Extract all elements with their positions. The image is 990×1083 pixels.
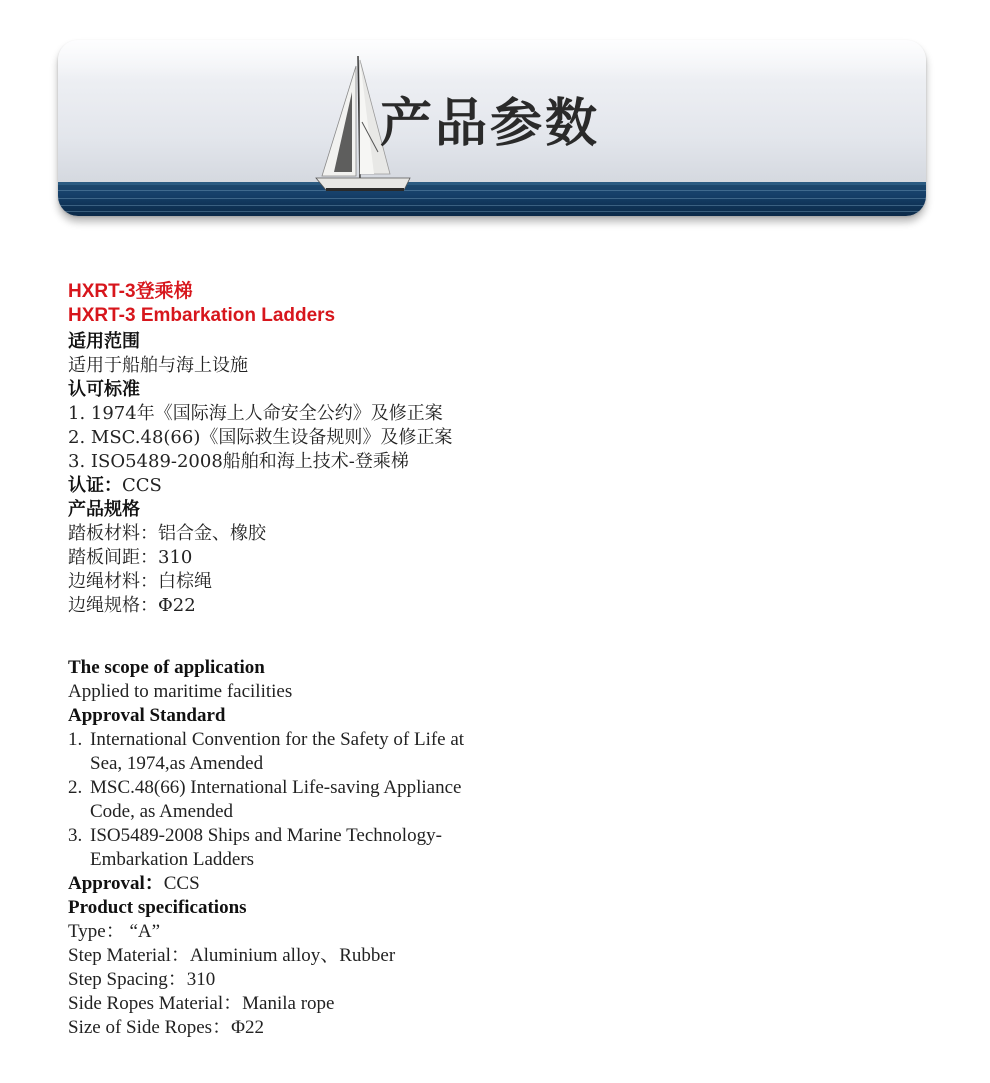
approval-value-cn: CCS — [122, 475, 162, 496]
standard-item-en — [68, 824, 538, 872]
standard-item-cn: 1. 1974年《国际海上人命安全公约》及修正案 — [68, 403, 443, 424]
approval-label-cn: 认证： — [68, 475, 122, 496]
standard-text: ISO5489-2008 Ships and Marine Technology- Embarkation Ladders — [90, 825, 442, 870]
standard-item-cn: 3. ISO5489-2008船舶和海上技术-登乘梯 — [68, 451, 409, 472]
spec-item-en: Side Ropes Material：Manila rope — [68, 993, 335, 1014]
approval-label-en: Approval： — [68, 873, 164, 894]
banner-title: 产品参数 — [380, 94, 601, 154]
approval-value-en: CCS — [163, 873, 200, 894]
spec-item-en: Type： “A” — [68, 921, 161, 942]
standard-number: 3. — [68, 825, 83, 846]
standard-heading-cn: 认可标准 — [68, 379, 140, 400]
sea-image — [58, 182, 926, 216]
standard-number: 2. — [68, 777, 83, 798]
scope-text-cn: 适用于船舶与海上设施 — [68, 355, 248, 376]
spec-heading-en: Product specifications — [68, 897, 247, 918]
spec-item-en: Step Spacing：310 — [68, 969, 216, 990]
spec-heading-cn: 产品规格 — [68, 499, 140, 520]
banner-gloss — [58, 40, 926, 80]
standard-heading-en: Approval Standard — [68, 705, 226, 726]
english-section — [68, 656, 538, 1040]
product-title-cn: HXRT-3登乘梯 — [68, 281, 193, 302]
approval-line-cn — [68, 474, 588, 498]
approval-line-en — [68, 872, 538, 896]
scope-heading-en: The scope of application — [68, 657, 265, 678]
spec-item-cn: 踏板间距：310 — [68, 547, 193, 568]
chinese-section — [68, 280, 588, 618]
spec-item-cn: 边绳材料：白棕绳 — [68, 571, 212, 592]
spec-item-cn: 边绳规格：Φ22 — [68, 595, 196, 616]
scope-heading-cn: 适用范围 — [68, 331, 140, 352]
standard-item-en — [68, 776, 538, 824]
spec-item-cn: 踏板材料：铝合金、橡胶 — [68, 523, 266, 544]
scope-text-en: Applied to maritime facilities — [68, 681, 293, 702]
spec-item-en: Size of Side Ropes：Φ22 — [68, 1017, 264, 1038]
standard-item-cn: 2. MSC.48(66)《国际救生设备规则》及修正案 — [68, 427, 453, 448]
product-title-en: HXRT-3 Embarkation Ladders — [68, 305, 336, 326]
standard-item-en — [68, 728, 538, 776]
standard-text: MSC.48(66) International Life-saving Appliance Code, as Amended — [90, 777, 462, 822]
spec-item-en: Step Material：Aluminium alloy、Rubber — [68, 945, 396, 966]
header-banner — [58, 40, 926, 216]
horizon-line — [58, 182, 926, 185]
standard-text: International Convention for the Safety of Life at Sea, 1974,as Amended — [90, 729, 465, 774]
standard-number: 1. — [68, 729, 83, 750]
